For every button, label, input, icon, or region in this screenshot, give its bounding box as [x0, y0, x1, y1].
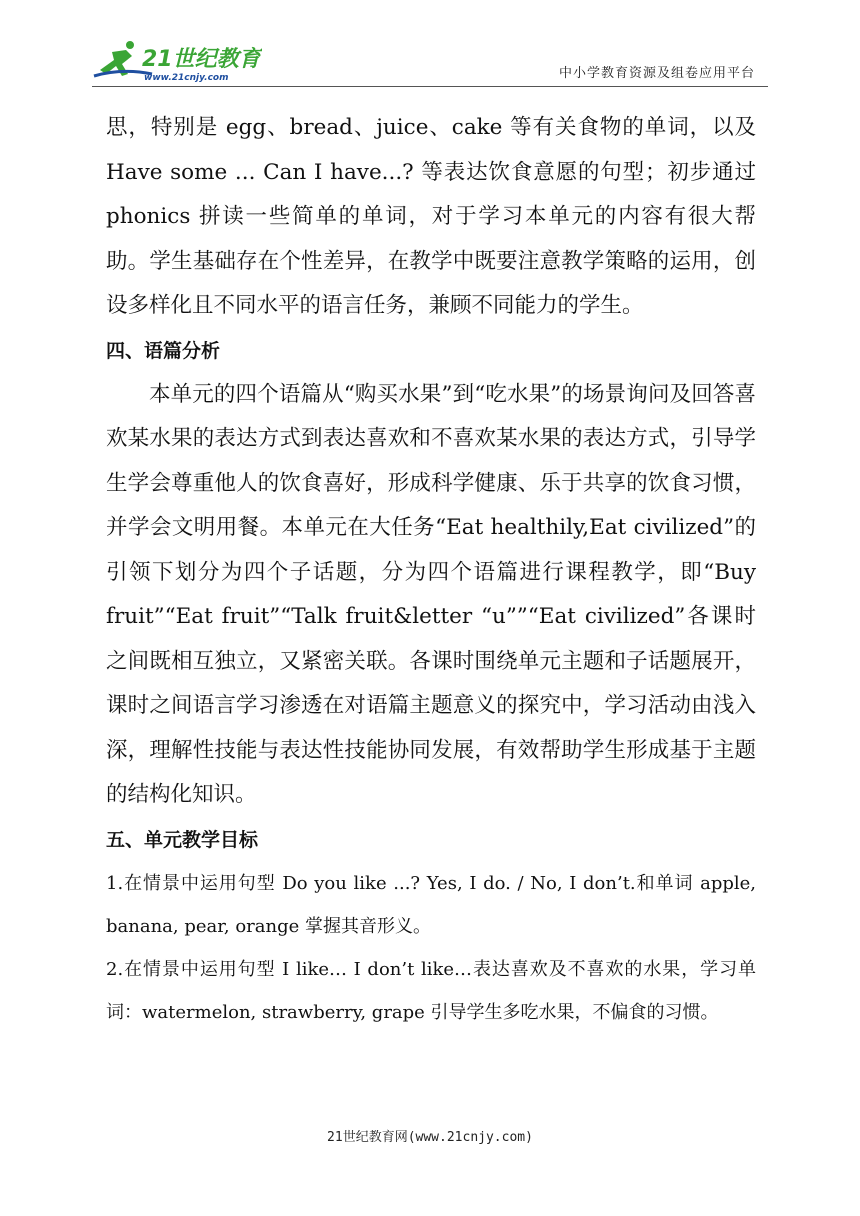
header-tagline: 中小学教育资源及组卷应用平台 [558, 66, 755, 81]
objective-item: 2.在情景中运用句型 I like… I don’t like…表达喜欢及不喜欢的水果，学习单词：watermelon, strawberry, grape 引导学生多吃水果，不偏食的习惯。 [106, 958, 756, 1023]
header-divider [92, 86, 768, 87]
site-logo [92, 38, 262, 84]
logo-title: 21世纪教育 [142, 47, 261, 72]
page-header [0, 0, 860, 100]
document-body [106, 106, 756, 1034]
section-heading-unit-objectives: 五、单元教学目标 [106, 828, 259, 851]
paragraph-text-analysis: 本单元的四个语篇从“购买水果”到“吃水果”的场景询问及回答喜欢某水果的表达方式到表达喜欢和不喜欢某水果的表达方式，引导学生学会尊重他人的饮食喜好，形成科学健康、乐于共享的饮食习惯，并学会文明用餐。本单元在大任务“Eat healthily,Eat civilized”的引领下划分为四个子话题，分为四个语篇进行课程教学，即“Buy fruit”“Eat fruit”“Talk fruit&letter “u””“Eat civilized”各课时之间既相互独立，又紧密关联。各课时围绕单元主题和子话题展开，课时之间语言学习渗透在对语篇主题意义的探究中，学习活动由浅入深，理解性技能与表达性技能协同发展，有效帮助学生形成基于主题的结构化知识。 [106, 381, 756, 807]
page-footer: 21世纪教育网(www.21cnjy.com) [327, 1130, 533, 1145]
paragraph-student-analysis: 思，特别是 egg、bread、juice、cake 等有关食物的单词，以及 Have some ... Can I have...? 等表达饮食意愿的句型；初步通过 phonics 拼读一些简单的单词，对于学习本单元的内容有很大帮助。学生基础存在个性差异，在教学中既要注意教学策略的运用，创设多样化且不同水平的语言任务，兼顾不同能力的学生。 [106, 115, 756, 318]
objective-item: 1.在情景中运用句型 Do you like ...? Yes, I do. / No, I don’t.和单词 apple, banana, pear, orange 掌握其音形义。 [106, 872, 756, 937]
section-heading-text-analysis: 四、语篇分析 [106, 339, 221, 362]
logo-url: www.21cnjy.com [144, 73, 229, 83]
